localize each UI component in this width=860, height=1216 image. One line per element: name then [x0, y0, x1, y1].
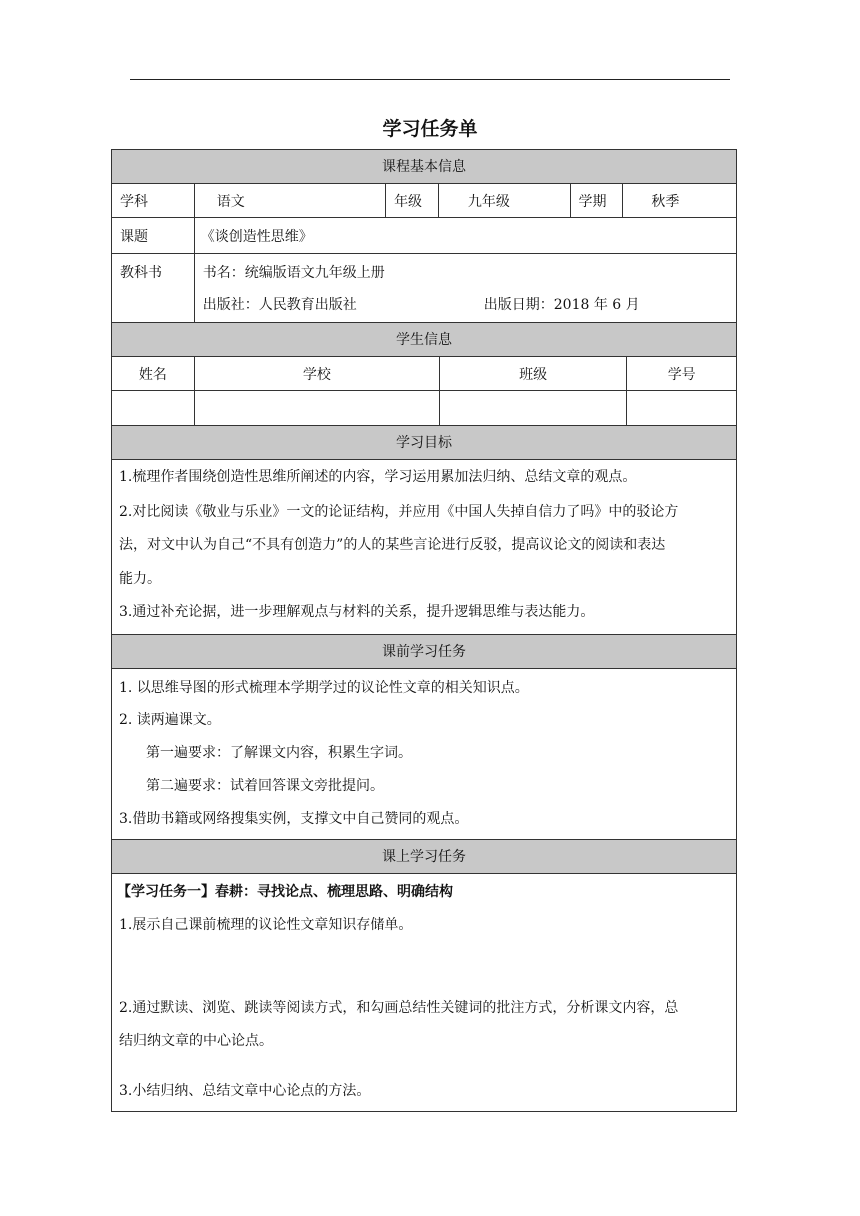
textbook-label: 教科书	[112, 254, 195, 322]
in-class-header: 课上学习任务	[111, 840, 737, 874]
name-column-header: 姓名	[112, 357, 195, 390]
topic-value: 《谈创造性思维》	[200, 228, 313, 245]
pre-class-item-2-sub-2: 第二遍要求：试着回答课文旁批提问。	[146, 778, 384, 794]
header-rule	[130, 79, 730, 80]
student-id-column-header: 学号	[667, 366, 696, 383]
task-sheet-table	[111, 149, 737, 1112]
topic-row	[111, 218, 737, 254]
objective-1: 1.梳理作者围绕创造性思维所阐述的内容，学习运用累加法归纳、总结文章的观点。	[119, 469, 637, 485]
publisher: 出版社：人民教育出版社	[202, 297, 357, 313]
student-info-header: 学生信息	[111, 323, 737, 357]
subject-value: 语文	[195, 184, 386, 217]
objective-3: 3.通过补充论据，进一步理解观点与材料的关系，提升逻辑思维与表达能力。	[119, 604, 595, 620]
document-title: 学习任务单	[382, 118, 478, 140]
student-entry-row	[111, 391, 737, 426]
publication-date: 出版日期：2018 年 6 月	[483, 297, 640, 313]
objectives-body	[111, 460, 737, 635]
objective-2-line-1: 2.对比阅读《敬业与乐业》一文的论证结构，并应用《中国人失掉自信力了吗》中的驳论方	[119, 504, 679, 520]
course-meta-row	[111, 184, 737, 218]
in-class-body	[111, 874, 737, 1112]
class-entry-cell[interactable]	[440, 391, 627, 425]
pre-class-item-2-sub-1: 第一遍要求：了解课文内容，积累生字词。	[146, 745, 412, 761]
school-column-header: 学校	[195, 357, 440, 390]
pre-class-item-2: 2. 读两遍课文。	[119, 712, 221, 728]
name-entry-cell[interactable]	[112, 391, 195, 425]
grade-label: 年级	[386, 184, 439, 217]
pre-class-header: 课前学习任务	[111, 635, 737, 669]
in-class-item-2-line-1: 2.通过默读、浏览、跳读等阅读方式，和勾画总结性关键词的批注方式，分析课文内容，总	[119, 1000, 679, 1016]
class-column-header: 班级	[440, 357, 627, 390]
task-1-title: 【学习任务一】春耕：寻找论点、梳理思路、明确结构	[117, 884, 453, 900]
topic-label: 课题	[112, 218, 195, 253]
in-class-item-3: 3.小结归纳、总结文章中心论点的方法。	[119, 1083, 371, 1099]
student-id-entry-cell[interactable]	[627, 391, 736, 425]
in-class-item-1: 1.展示自己课前梳理的议论性文章知识存储单。	[119, 917, 413, 933]
objective-2-line-3: 能力。	[119, 571, 161, 587]
in-class-item-2-line-2: 结归纳文章的中心论点。	[119, 1033, 273, 1049]
term-value: 秋季	[651, 193, 680, 210]
objectives-header: 学习目标	[111, 426, 737, 460]
subject-label: 学科	[112, 184, 195, 217]
book-name: 书名：统编版语文九年级上册	[202, 265, 385, 281]
objective-2-line-2: 法，对文中认为自己“不具有创造力”的人的某些言论进行反驳，提高议论文的阅读和表达	[119, 537, 666, 553]
pre-class-item-1: 1. 以思维导图的形式梳理本学期学过的议论性文章的相关知识点。	[119, 680, 529, 696]
term-label: 学期	[571, 184, 624, 217]
course-info-header: 课程基本信息	[111, 149, 737, 184]
textbook-row	[111, 254, 737, 323]
student-columns-row	[111, 357, 737, 391]
textbook-details	[195, 254, 736, 323]
pre-class-item-3: 3.借助书籍或网络搜集实例，支撑文中自己赞同的观点。	[119, 811, 469, 827]
grade-value: 九年级	[439, 184, 571, 217]
pre-class-body	[111, 669, 737, 840]
school-entry-cell[interactable]	[195, 391, 440, 425]
